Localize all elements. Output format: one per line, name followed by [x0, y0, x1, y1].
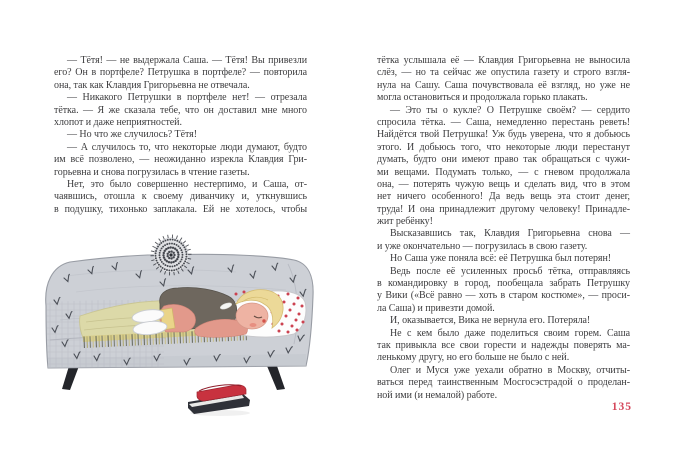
text-line: в подушку, тихонько заплакала. Ей не хотелось, чтобы — [54, 203, 307, 215]
page-number: 135 — [611, 401, 632, 413]
text-line: жит ребёнку! — [377, 216, 433, 228]
text-line: его? Он в портфеле? Петрушка в портфеле? — повторила — [54, 67, 307, 79]
text-line: Найдётся твой Петрушка! Уж будь уверена, что я добьюсь — [377, 129, 630, 141]
text-line: ми вещами. Подумать только, — с гневом продолжала — [377, 166, 630, 178]
text-line: в командировку в город, пообещала забрать Петрушку — [377, 278, 630, 290]
text-line: нет ничего особенного! Да ведь вещь эта стоит денег, — [377, 191, 630, 203]
text-line: Но Саша уже поняла всё: её Петрушка был потерян! — [390, 253, 612, 265]
text-line: Ведь после её усиленных просьб тётка, отправляясь — [390, 265, 630, 277]
text-line: у Вики («Всё равно — хоть в старом костюме», — проси- — [377, 290, 630, 302]
text-line: хлопот и даже неприятностей. — [54, 116, 182, 128]
text-line: — А случилось то, что некоторые люди думают, будто — [67, 141, 307, 153]
text-line: — Это ты о кукле? О Петрушке своём? — сердито — [390, 104, 630, 116]
books-stack — [188, 385, 250, 416]
text-line: могла остановиться и продолжала горько плакать. — [377, 92, 588, 104]
couch-legs — [62, 366, 285, 390]
text-line: она, — потерять чужую вещь и сделать вид, что в этом — [377, 178, 630, 190]
text-line: ваться перед таинственным Мосгосэстрадой о проделан- — [377, 377, 630, 389]
left-text-column — [54, 55, 307, 216]
text-line: спросила тётка. — Саша, немедленно перестань реветь! — [377, 116, 630, 128]
text-line: тётка услышала её — Клавдия Григорьевна не выносила — [377, 55, 630, 66]
nose-dot — [262, 319, 265, 322]
text-line: — Тётя! — не выдержала Саша. — Тётя! Вы привезли — [67, 55, 307, 66]
text-line: нула на Сашу. Саша почувствовала её взгляд, но уже не — [377, 79, 630, 91]
text-line: Нет, это было совершенно нестерпимо, и Саша, от- — [67, 178, 307, 190]
text-line: труда! И она принадлежит другому человеку! Принадле- — [377, 203, 630, 215]
text-line: — Никакого Петрушки в портфеле нет! — отрезала — [67, 92, 307, 104]
text-line: так привыкла все свои горести и надежды поверять ма- — [377, 339, 630, 351]
text-line: ленькому другу, но его больше не было с ней. — [377, 352, 570, 364]
text-line: им всё позволено, — неожиданно изрекла Клавдия Гри- — [54, 154, 307, 166]
text-line: этого. И добьюсь того, что некоторые люди перестанут — [377, 141, 630, 153]
text-line: и уже окончательно — погрузилась в свою газету. — [377, 240, 588, 252]
text-line: Не с кем было даже поделиться своим горем. Саша — [390, 327, 630, 339]
text-line: она, так как Клавдия Григорьевна не отвечала. — [54, 79, 250, 91]
text-line: ной ими (и немалой) работе. — [377, 389, 498, 401]
text-line: Олег и Муся уже уехали обратно в Москву, отчиты- — [390, 364, 630, 376]
text-line: горьевна и снова погрузилась в чтение газеты. — [54, 166, 250, 178]
text-line: ла Саша) и привезти домой. — [377, 302, 495, 314]
text-line: И, оказывается, Вика не вернула его. Потеряла! — [390, 315, 591, 327]
text-line: — Но что же случилось? Тётя! — [67, 129, 198, 141]
couch-illustration — [36, 232, 328, 420]
text-line: чаявшись, отошла к своему диванчику и, уткнувшись — [54, 191, 307, 203]
text-line: думать, будто они имеют право так обращаться с чужи- — [377, 154, 630, 166]
text-line: Высказавшись так, Клавдия Григорьевна снова — — [390, 228, 630, 240]
cheek-blush — [250, 323, 257, 327]
text-line: тётка. — Я же сказала тебе, что он доставил мне много — [54, 104, 307, 116]
right-text-column — [377, 55, 630, 402]
text-line: слёз, — но та сейчас же опустила газету и строго взгля- — [377, 67, 630, 79]
